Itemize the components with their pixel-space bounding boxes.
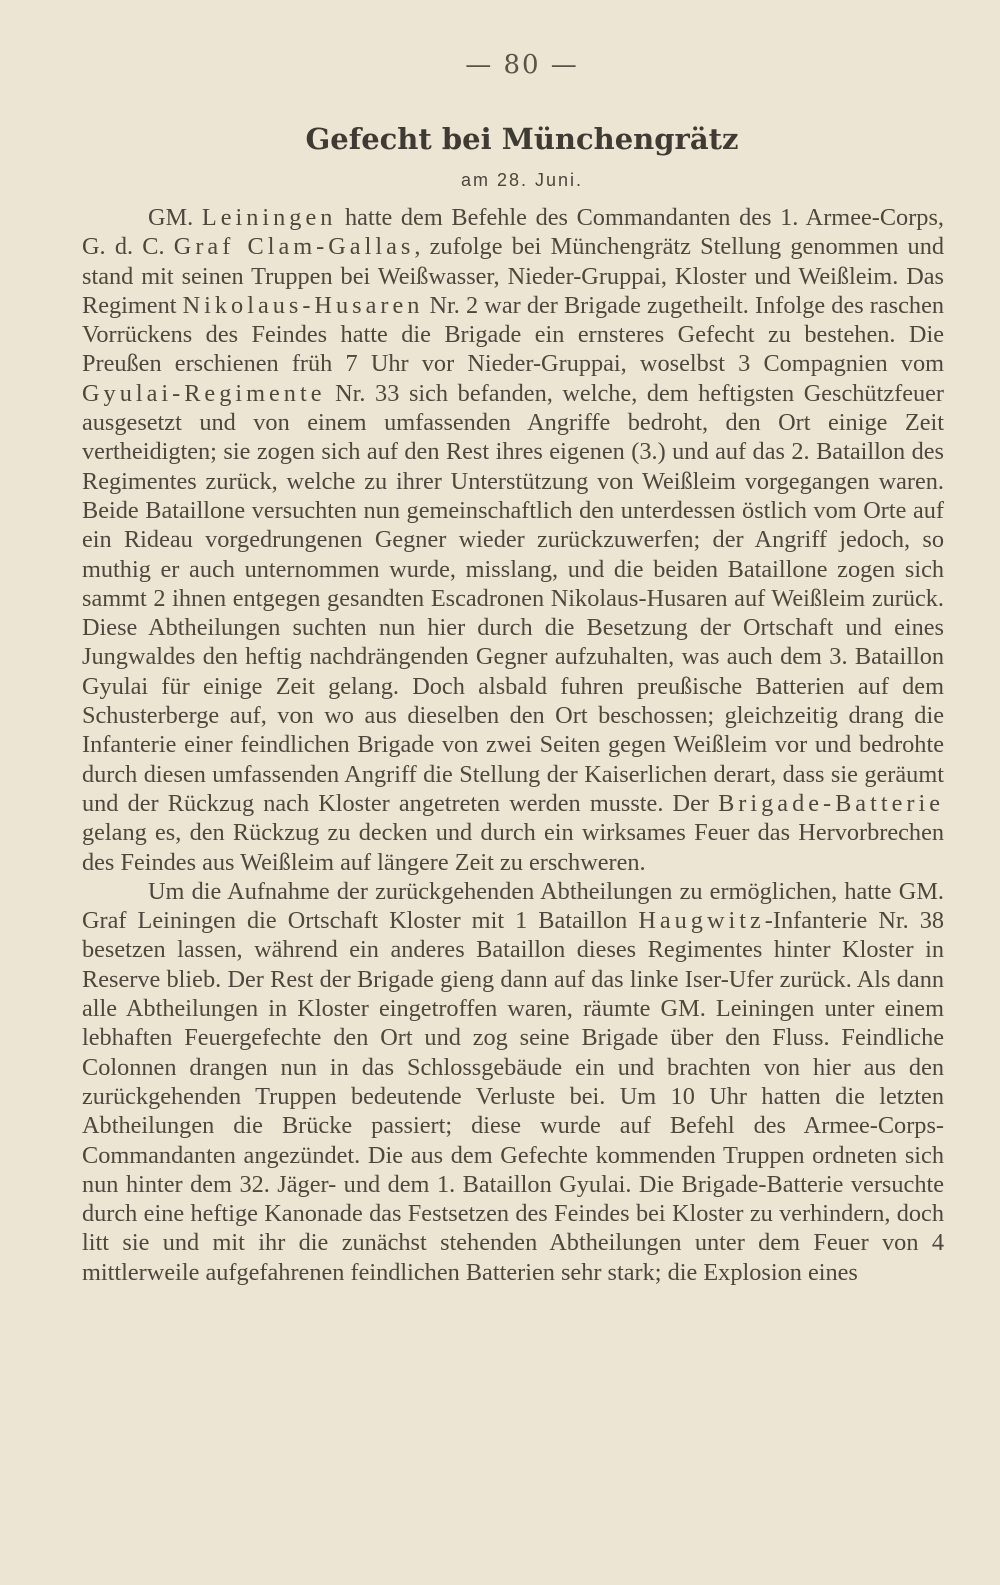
text-segment: Nr. 2 war der Brigade zugetheilt. Infolge des raschen Vorrückens des Feindes hatte die Brigade ein ernsteres Gefecht zu bestehen. Die Preußen erschienen früh 7 Uhr vor Nieder-Gruppai, woselbst 3 Compagnien vom [82,291,945,378]
paragraph-2 [82,877,944,1287]
text-segment: GM. [148,204,202,231]
page-subtitle: am 28. Juni. [460,170,584,190]
text-segment: -Infanterie Nr. 38 besetzen lassen, während ein anderes Bataillon dieses Regimentes hinter Kloster in Reserve blieb. Der Rest der Brigade gieng dann auf das linke Iser-Ufer zurück. Als dann alle Abtheilungen in Kloster eingetroffen waren, räumte GM. Leiningen unter einem lebhaften Feuergefechte den Ort und zog seine Brigade über den Fluss. Feindliche Colonnen drangen nun in das Schlossgebäude ein und brachten von hier aus den zurückgehenden Truppen bedeutende Verluste bei. Um 10 Uhr hatten die letzten Abtheilungen die Brücke passiert; diese wurde auf Befehl des Armee-Corps-Commandanten angezündet. Die aus dem Gefechte kommenden Truppen ordneten sich nun hinter dem 32. Jäger- und dem 1. Bataillon Gyulai. Die Brigade-Batterie versuchte durch eine heftige Kanonade das Festsetzen des Feindes bei Kloster zu verhindern, doch litt sie und mit ihr die zunächst stehenden Abtheilungen unter dem Feuer von 4 mittlerweile aufgefahrenen feindlichen Batterien sehr stark; die Explosion eines [82,907,944,1286]
page-number: — 80 — [465,50,579,80]
spaced-name: Gyulai-Regimente [82,379,326,407]
body-text [82,203,944,1287]
text-segment: , zufolge bei Münchengrätz Stellung genommen und stand mit seinen Truppen bei Weißwasser, Nieder-Gruppai, Kloster und Weißleim. Das Regiment [82,233,945,319]
spaced-name: Brigade-Batterie [718,789,944,817]
spaced-name: Nikolaus-Husaren [182,291,424,319]
page-title: Gefecht bei Münchengrätz [305,122,739,156]
text-segment: Um die Aufnahme der zurückgehenden Abtheilungen zu ermöglichen, hatte GM. Graf Leiningen die Ortschaft Kloster mit 1 Bataillon [82,877,944,935]
text-segment: hatte dem Befehle des Commandanten des 1. Armee-Corps, G. d. C. [82,204,944,261]
paragraph-1 [82,203,944,877]
text-segment: gelang es, den Rückzug zu decken und durch ein wirksames Feuer das Hervorbrechen des Feindes aus Weißleim auf längere Zeit zu erschweren. [82,819,944,876]
spaced-name: Haugwitz [638,907,765,935]
text-segment: Nr. 33 sich befanden, welche, dem heftigsten Geschützfeuer ausgesetzt und von einem umfassenden Angriffe bedroht, den Ort einige Zeit vertheidigten; sie zogen sich auf den Rest ihres eigenen (3.) und auf das 2. Bataillon des Regimentes zurück, welche zu ihrer Unterstützung von Weißleim vorgegangen waren. Beide Bataillone versuchten nun gemeinschaftlich den unterdessen östlich vom Orte auf ein Rideau vorgedrungenen Gegner wieder zurückzuwerfen; der Angriff jedoch, so muthig er auch unternommen wurde, misslang, und die beiden Bataillone zogen sich sammt 2 ihnen entgegen gesandten Escadronen Nikolaus-Husaren auf Weißleim zurück. Diese Abtheilungen suchten nun hier durch die Besetzung der Ortschaft und eines Jungwaldes den heftig nachdrängenden Gegner aufzuhalten, was auch dem 3. Bataillon Gyulai für einige Zeit gelang. Doch alsbald fuhren preußische Batterien auf dem Schusterberge auf, von wo aus dieselben den Ort beschossen; gleichzeitig drang die Infanterie einer feindlichen Brigade von zwei Seiten gegen Weißleim vor und bedrohte durch diesen umfassenden Angriff die Stellung der Kaiserlichen derart, dass sie geräumt und der Rückzug nach Kloster angetreten werden musste. Der [82,379,944,817]
spaced-name: Leiningen [201,204,337,231]
spaced-name: Graf Clam-Gallas [173,233,415,261]
